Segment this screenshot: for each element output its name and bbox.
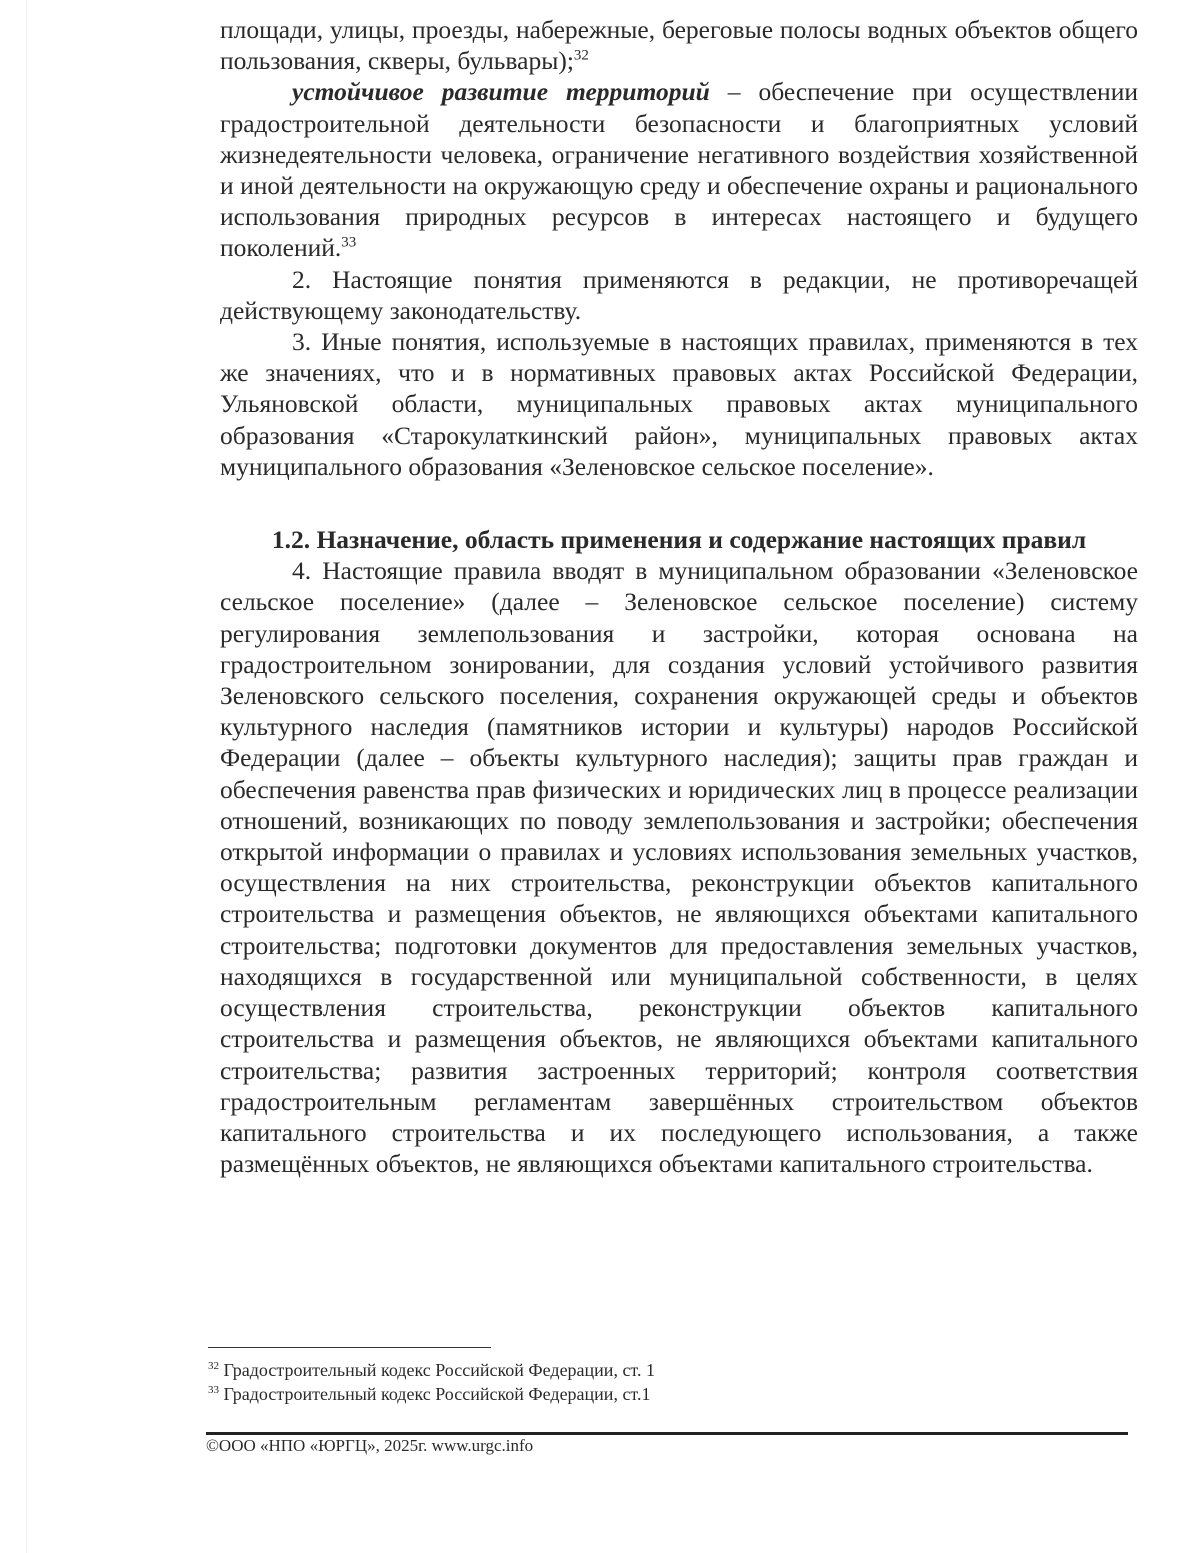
footnote-text: Градостроительный кодекс Российской Федерации, ст. 1 <box>219 1360 655 1380</box>
paragraph-text: площади, улицы, проезды, набережные, береговые полосы водных объектов общего пользования, скверы, бульвары); <box>220 15 1138 76</box>
footnote-ref-33: 33 <box>341 234 357 251</box>
definition-text: – обеспечение при осуществлении градостроительной деятельности безопасности и благоприятных условий жизнедеятельности человека, ограничение негативного воздействия хозяйственной и иной деятельности на окружающую среду и обеспечение охраны и рационального использования природных ресурсов в интересах настоящего и будущего поколений. <box>220 77 1138 263</box>
footnote-32 <box>208 1358 908 1382</box>
footnote-ref-32: 32 <box>573 47 589 64</box>
footer-divider <box>206 1432 1128 1435</box>
scan-edge <box>26 0 27 1553</box>
footnote-text: Градостроительный кодекс Российской Федерации, ст.1 <box>219 1384 651 1404</box>
section-heading: 1.2. Назначение, область применения и содержание настоящих правил <box>271 525 1087 555</box>
paragraph-definition-sustainable-development <box>220 76 1138 263</box>
defined-term: устойчивое развитие территорий <box>292 77 710 107</box>
footnote-divider <box>208 1347 491 1348</box>
main-text <box>220 14 1138 1179</box>
page-footer: ©ООО «НПО «ЮРГЦ», 2025г. www.urgc.info <box>206 1436 534 1455</box>
paragraph-4: 4. Настоящие правила вводят в муниципальном образовании «Зеленовское сельское поселение» (далее – Зеленовское сельское поселение) систему регулирования землепользования и застройки, которая основана на градостроительном зонировании, для создания условий устойчивого развития Зеленовского сельского поселения, сохранения окружающей среды и объектов культурного наследия (памятников истории и культуры) народов Российской Федерации (далее – объекты культурного наследия); защиты прав граждан и обеспечения равенства прав физических и юридических лиц в процессе реализации отношений, возникающих по поводу землепользования и застройки; обеспечения открытой информации о правилах и условиях использования земельных участков, осуществления на них строительства, реконструкции объектов капитального строительства и размещения объектов, не являющихся объектами капитального строительства; подготовки документов для предоставления земельных участков, находящихся в государственной или муниципальной собственности, в целях осуществления строительства, реконструкции объектов капитального строительства и размещения объектов, не являющихся объектами капитального строительства; развития застроенных территорий; контроля соответствия градостроительным регламентам завершённых строительством объектов капитального строительства и их последующего использования, а также размещённых объектов, не являющихся объектами капитального строительства. <box>220 556 1138 1179</box>
footnote-33 <box>208 1382 908 1406</box>
paragraph-definitions-end <box>220 14 1138 76</box>
paragraph-3: 3. Иные понятия, используемые в настоящих правилах, применяются в тех же значениях, что и в нормативных правовых актах Российской Федерации, Ульяновской области, муниципальных правовых актах муниципального образования «Старокулаткинский район», муниципальных правовых актах муниципального образования «Зеленовское сельское поселение». <box>220 327 1138 481</box>
paragraph-2: 2. Настоящие понятия применяются в редакции, не противоречащей действующему законодательству. <box>220 264 1138 325</box>
footnote-mark: 33 <box>208 1384 219 1396</box>
footnotes <box>208 1358 908 1406</box>
footnote-mark: 32 <box>208 1360 219 1372</box>
